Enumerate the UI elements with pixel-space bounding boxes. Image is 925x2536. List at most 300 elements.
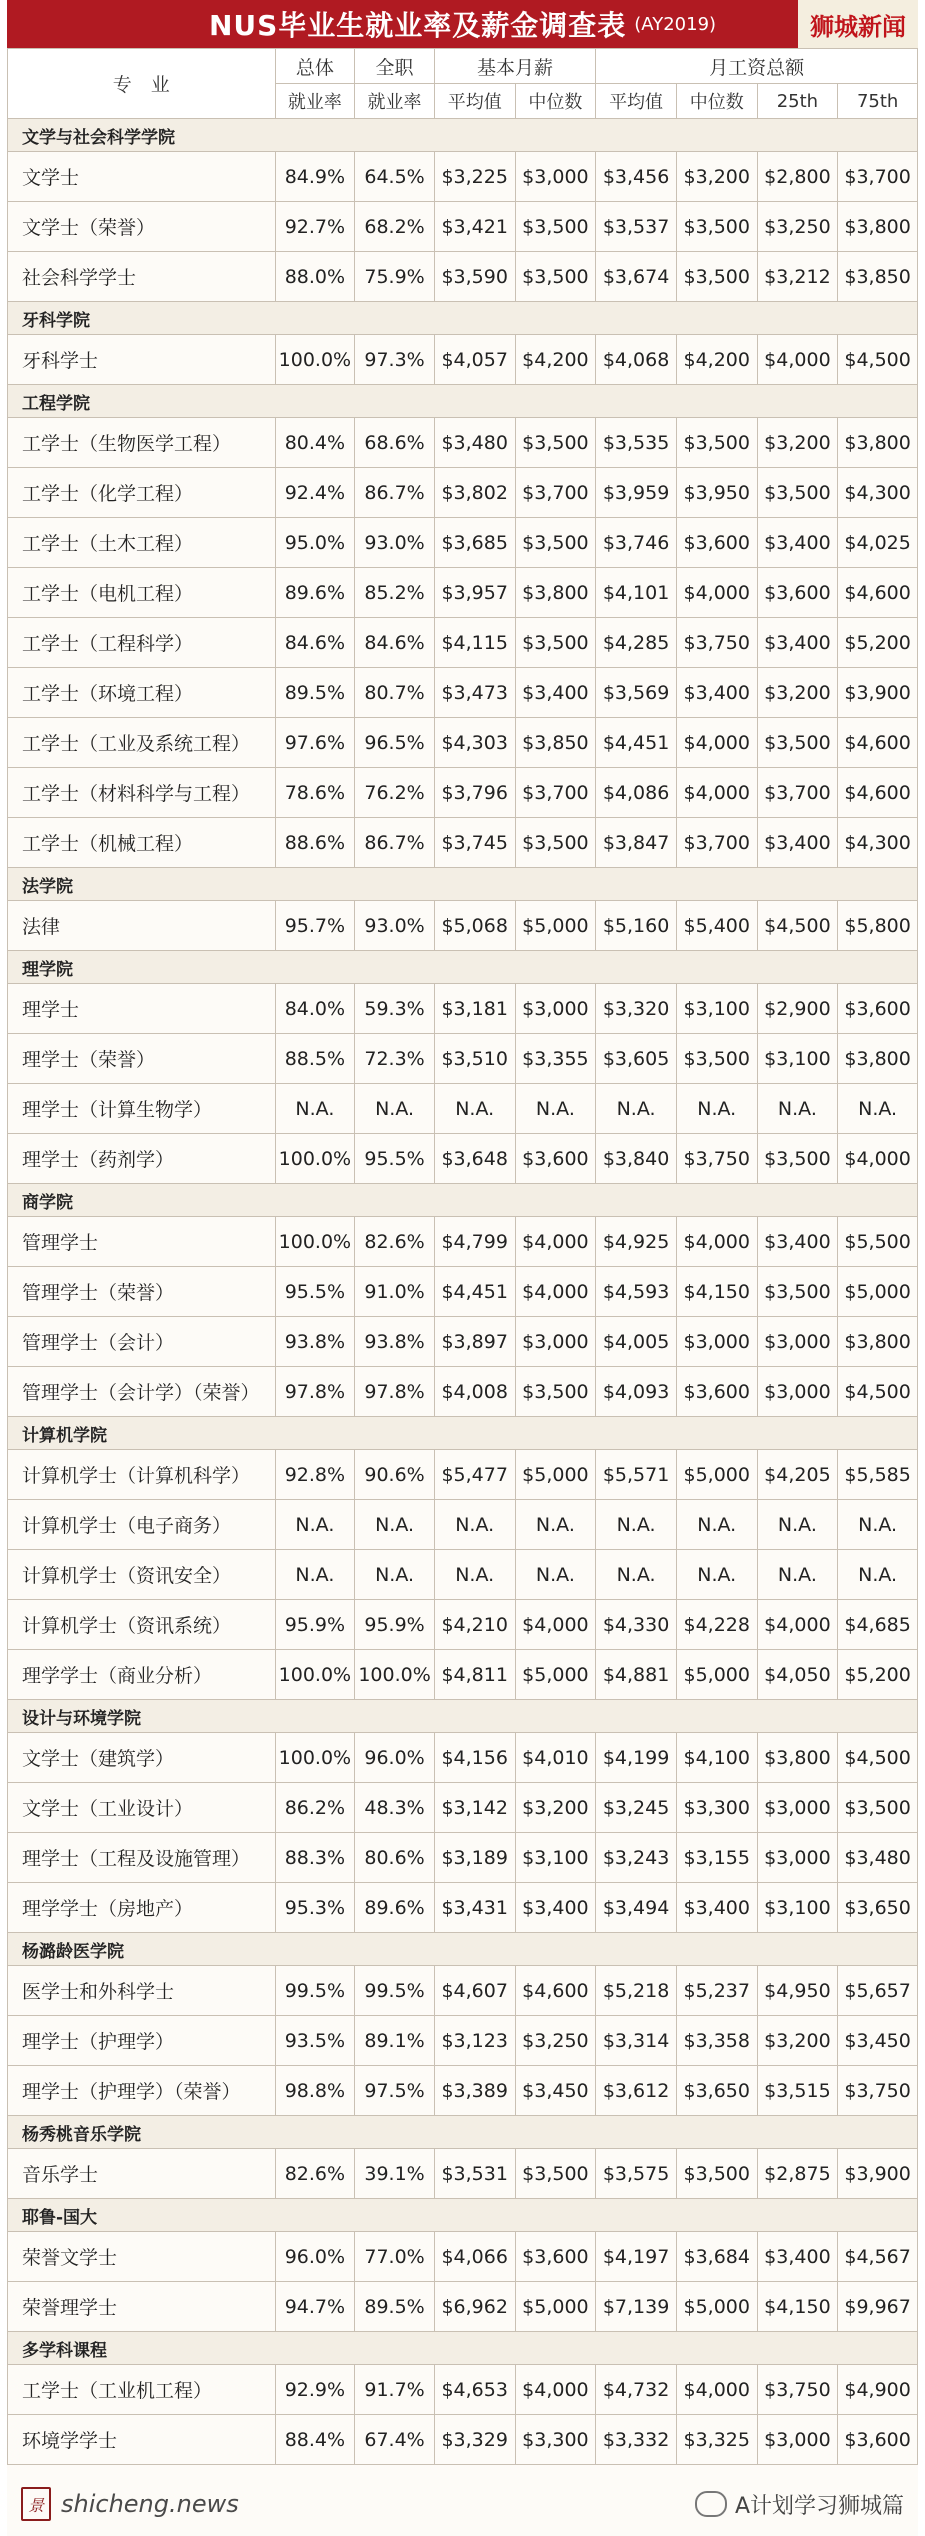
cell-basic-median: $4,000 [515,1217,596,1267]
cell-gross-p25: $3,500 [757,1134,838,1184]
section-row [8,302,918,335]
footer-site [21,2487,239,2521]
cell-basic-median: $3,850 [515,718,596,768]
cell-overall-rate: 94.7% [275,2282,355,2332]
cell-gross-median: $4,200 [676,335,757,385]
cell-gross-p25: $3,400 [757,518,838,568]
cell-major: 工学士（工业机工程） [8,2365,276,2415]
wechat-icon [695,2491,727,2517]
cell-basic-mean: $3,510 [434,1034,515,1084]
cell-gross-median: $3,650 [676,2066,757,2116]
cell-overall-rate: 95.0% [275,518,355,568]
section-title: 商学院 [8,1184,918,1217]
cell-gross-p75: $4,300 [838,818,918,868]
cell-gross-median: $3,400 [676,1883,757,1933]
table-row [8,1450,918,1500]
cell-gross-mean: $3,569 [596,668,677,718]
cell-gross-mean: N.A. [596,1500,677,1550]
cell-basic-median: $4,000 [515,2365,596,2415]
cell-basic-median: $5,000 [515,1450,596,1500]
cell-major: 理学学士（房地产） [8,1883,276,1933]
cell-major: 文学士 [8,152,276,202]
cell-basic-mean: $3,531 [434,2149,515,2199]
cell-gross-p75: $3,850 [838,252,918,302]
cell-fulltime-rate: 76.2% [355,768,435,818]
cell-major: 管理学士 [8,1217,276,1267]
cell-gross-mean: $5,571 [596,1450,677,1500]
cell-gross-p25: $3,000 [757,2415,838,2465]
cell-gross-p75: $3,600 [838,2415,918,2465]
cell-overall-rate: 88.5% [275,1034,355,1084]
cell-gross-mean: N.A. [596,1084,677,1134]
cell-gross-mean: $4,086 [596,768,677,818]
header-gross-mean: 平均值 [596,84,677,119]
table-row [8,818,918,868]
cell-gross-p25: $3,200 [757,668,838,718]
table-row [8,1134,918,1184]
section-title: 杨潞龄医学院 [8,1933,918,1966]
cell-gross-p75: $5,657 [838,1966,918,2016]
cell-gross-p75: N.A. [838,1084,918,1134]
cell-gross-mean: $5,160 [596,901,677,951]
cell-gross-median: $5,237 [676,1966,757,2016]
cell-basic-median: $3,700 [515,468,596,518]
table-row [8,984,918,1034]
cell-basic-median: $3,100 [515,1833,596,1883]
cell-basic-mean: $6,962 [434,2282,515,2332]
section-title: 计算机学院 [8,1417,918,1450]
cell-overall-rate: 89.5% [275,668,355,718]
cell-basic-median: N.A. [515,1550,596,1600]
cell-fulltime-rate: 48.3% [355,1783,435,1833]
cell-basic-mean: $4,811 [434,1650,515,1700]
table-row [8,1966,918,2016]
header-basic-mean: 平均值 [434,84,515,119]
cell-overall-rate: N.A. [275,1500,355,1550]
cell-major: 计算机学士（资讯安全） [8,1550,276,1600]
cell-basic-median: $3,250 [515,2016,596,2066]
cell-gross-p25: $3,000 [757,1783,838,1833]
cell-major: 工学士（化学工程） [8,468,276,518]
table-row [8,718,918,768]
cell-major: 医学士和外科学士 [8,1966,276,2016]
table-row [8,1034,918,1084]
cell-major: 工学士（机械工程） [8,818,276,868]
cell-gross-p25: $3,250 [757,202,838,252]
cell-major: 管理学士（会计学）（荣誉） [8,1367,276,1417]
title-bar [7,0,918,48]
table-row [8,2016,918,2066]
cell-overall-rate: 95.3% [275,1883,355,1933]
cell-gross-median: $3,600 [676,518,757,568]
cell-gross-median: $3,155 [676,1833,757,1883]
section-row [8,119,918,152]
section-row [8,2116,918,2149]
cell-basic-mean: $4,008 [434,1367,515,1417]
brand-label: 狮城新闻 [798,0,918,48]
cell-gross-p25: $4,000 [757,1600,838,1650]
cell-gross-median: $5,000 [676,1450,757,1500]
section-row [8,1184,918,1217]
header-fulltime-top: 全职 [355,49,435,84]
cell-gross-p75: $3,500 [838,1783,918,1833]
cell-basic-mean: $4,066 [434,2232,515,2282]
cell-basic-mean: $3,389 [434,2066,515,2116]
cell-gross-median: $4,228 [676,1600,757,1650]
cell-basic-median: $3,500 [515,518,596,568]
cell-major: 工学士（工业及系统工程） [8,718,276,768]
cell-gross-p25: $3,212 [757,252,838,302]
cell-gross-p75: $3,750 [838,2066,918,2116]
cell-gross-p25: $3,000 [757,1367,838,1417]
cell-gross-median: $5,400 [676,901,757,951]
cell-gross-p25: $3,400 [757,818,838,868]
cell-gross-p25: $3,515 [757,2066,838,2116]
header-row-1 [8,49,918,84]
cell-gross-p25: $3,100 [757,1883,838,1933]
cell-gross-median: $4,000 [676,768,757,818]
cell-major: 工学士（电机工程） [8,568,276,618]
cell-basic-mean: $3,796 [434,768,515,818]
section-title: 耶鲁-国大 [8,2199,918,2232]
cell-fulltime-rate: 93.0% [355,901,435,951]
cell-gross-p75: $3,600 [838,984,918,1034]
cell-basic-median: $3,500 [515,418,596,468]
cell-basic-median: $5,000 [515,2282,596,2332]
cell-gross-p75: $4,600 [838,568,918,618]
cell-fulltime-rate: 95.9% [355,1600,435,1650]
cell-basic-median: $4,000 [515,1267,596,1317]
cell-major: 牙科学士 [8,335,276,385]
cell-gross-mean: $5,218 [596,1966,677,2016]
cell-gross-p75: $3,700 [838,152,918,202]
cell-major: 理学士（护理学） [8,2016,276,2066]
cell-gross-mean: $4,451 [596,718,677,768]
cell-gross-p25: $4,150 [757,2282,838,2332]
cell-basic-median: $4,200 [515,335,596,385]
cell-basic-median: $3,000 [515,1317,596,1367]
cell-basic-mean: $3,189 [434,1833,515,1883]
cell-gross-p25: $3,600 [757,568,838,618]
cell-overall-rate: 97.6% [275,718,355,768]
cell-gross-median: $3,400 [676,668,757,718]
table-row [8,1500,918,1550]
cell-fulltime-rate: N.A. [355,1084,435,1134]
cell-fulltime-rate: 93.8% [355,1317,435,1367]
cell-overall-rate: 84.9% [275,152,355,202]
cell-overall-rate: 92.8% [275,1450,355,1500]
cell-gross-mean: $3,314 [596,2016,677,2066]
cell-major: 计算机学士（电子商务） [8,1500,276,1550]
cell-gross-p75: $4,000 [838,1134,918,1184]
cell-major: 管理学士（会计） [8,1317,276,1367]
cell-overall-rate: N.A. [275,1550,355,1600]
cell-basic-median: $3,600 [515,1134,596,1184]
section-row [8,1700,918,1733]
cell-gross-mean: $3,243 [596,1833,677,1883]
cell-gross-mean: $4,881 [596,1650,677,1700]
table-row [8,2415,918,2465]
table-row [8,1883,918,1933]
cell-gross-mean: $4,005 [596,1317,677,1367]
cell-basic-mean: $4,156 [434,1733,515,1783]
section-title: 文学与社会科学学院 [8,119,918,152]
cell-gross-p25: $3,500 [757,1267,838,1317]
table-body [8,119,918,2465]
cell-gross-p25: $3,200 [757,418,838,468]
cell-basic-median: $3,700 [515,768,596,818]
cell-fulltime-rate: 85.2% [355,568,435,618]
cell-fulltime-rate: 91.7% [355,2365,435,2415]
cell-gross-mean: $3,320 [596,984,677,1034]
cell-fulltime-rate: 95.5% [355,1134,435,1184]
cell-fulltime-rate: 97.8% [355,1367,435,1417]
cell-overall-rate: 88.3% [275,1833,355,1883]
cell-gross-median: $3,500 [676,418,757,468]
table-row [8,2149,918,2199]
cell-fulltime-rate: 68.2% [355,202,435,252]
section-title: 多学科课程 [8,2332,918,2365]
cell-overall-rate: 96.0% [275,2232,355,2282]
section-title: 法学院 [8,868,918,901]
cell-overall-rate: 80.4% [275,418,355,468]
cell-basic-mean: $4,210 [434,1600,515,1650]
page-subtitle: (AY2019) [634,13,717,35]
cell-basic-median: $3,200 [515,1783,596,1833]
cell-overall-rate: N.A. [275,1084,355,1134]
table-row [8,1367,918,1417]
cell-gross-p75: $4,300 [838,468,918,518]
cell-gross-p75: $4,500 [838,1367,918,1417]
cell-gross-p75: $4,600 [838,718,918,768]
cell-fulltime-rate: 90.6% [355,1450,435,1500]
cell-gross-median: N.A. [676,1500,757,1550]
cell-basic-median: $3,500 [515,2149,596,2199]
cell-major: 理学士（荣誉） [8,1034,276,1084]
cell-gross-p75: $4,500 [838,335,918,385]
cell-gross-median: $3,500 [676,1034,757,1084]
cell-basic-mean: N.A. [434,1500,515,1550]
cell-fulltime-rate: 96.5% [355,718,435,768]
cell-gross-p25: $3,700 [757,768,838,818]
cell-gross-p75: $3,800 [838,1034,918,1084]
cell-gross-p75: $4,025 [838,518,918,568]
section-title: 杨秀桃音乐学院 [8,2116,918,2149]
cell-fulltime-rate: 86.7% [355,818,435,868]
cell-gross-median: $4,000 [676,718,757,768]
cell-overall-rate: 98.8% [275,2066,355,2116]
cell-overall-rate: 84.0% [275,984,355,1034]
cell-gross-p25: $3,500 [757,468,838,518]
cell-basic-median: $5,000 [515,901,596,951]
cell-basic-mean: $4,799 [434,1217,515,1267]
section-row [8,2199,918,2232]
table-row [8,468,918,518]
header-overall-bottom: 就业率 [275,84,355,119]
cell-basic-median: $3,450 [515,2066,596,2116]
cell-basic-mean: $4,653 [434,2365,515,2415]
cell-gross-mean: $4,068 [596,335,677,385]
cell-gross-p75: N.A. [838,1500,918,1550]
cell-gross-median: $5,000 [676,1650,757,1700]
cell-basic-mean: $3,431 [434,1883,515,1933]
cell-fulltime-rate: 72.3% [355,1034,435,1084]
cell-gross-mean: $3,840 [596,1134,677,1184]
section-row [8,868,918,901]
cell-basic-median: $3,500 [515,252,596,302]
table-row [8,335,918,385]
cell-overall-rate: 100.0% [275,1134,355,1184]
cell-basic-mean: $3,590 [434,252,515,302]
cell-fulltime-rate: 39.1% [355,2149,435,2199]
cell-fulltime-rate: 99.5% [355,1966,435,2016]
cell-major: 计算机学士（资讯系统） [8,1600,276,1650]
cell-gross-p75: $5,500 [838,1217,918,1267]
cell-gross-p25: $4,050 [757,1650,838,1700]
cell-basic-median: $3,000 [515,152,596,202]
cell-major: 荣誉文学士 [8,2232,276,2282]
cell-fulltime-rate: N.A. [355,1500,435,1550]
section-row [8,951,918,984]
cell-gross-p75: $5,200 [838,618,918,668]
cell-basic-mean: $3,957 [434,568,515,618]
cell-gross-p25: $3,400 [757,618,838,668]
cell-fulltime-rate: 59.3% [355,984,435,1034]
cell-basic-median: N.A. [515,1500,596,1550]
cell-gross-p75: $3,650 [838,1883,918,1933]
cell-gross-mean: $4,593 [596,1267,677,1317]
cell-major: 音乐学士 [8,2149,276,2199]
cell-basic-median: N.A. [515,1084,596,1134]
table-row [8,2282,918,2332]
cell-gross-p75: $4,600 [838,768,918,818]
cell-basic-mean: $4,451 [434,1267,515,1317]
cell-fulltime-rate: 75.9% [355,252,435,302]
table-row [8,1217,918,1267]
table-row [8,1733,918,1783]
cell-gross-mean: $3,537 [596,202,677,252]
cell-major: 工学士（材料科学与工程） [8,768,276,818]
cell-gross-p25: $3,800 [757,1733,838,1783]
footer-wechat-label: A计划学习狮城篇 [734,2493,904,2519]
cell-overall-rate: 92.7% [275,202,355,252]
cell-major: 理学士（工程及设施管理） [8,1833,276,1883]
cell-major: 工学士（工程科学） [8,618,276,668]
cell-gross-p25: N.A. [757,1500,838,1550]
cell-gross-p75: $9,967 [838,2282,918,2332]
cell-gross-median: $3,700 [676,818,757,868]
header-overall-top: 总体 [275,49,355,84]
cell-gross-mean: $3,612 [596,2066,677,2116]
cell-basic-mean: N.A. [434,1550,515,1600]
cell-major: 环境学学士 [8,2415,276,2465]
section-row [8,385,918,418]
cell-basic-mean: $5,477 [434,1450,515,1500]
cell-gross-p75: $3,480 [838,1833,918,1883]
cell-gross-median: $3,500 [676,202,757,252]
section-row [8,1933,918,1966]
cell-gross-p25: $3,000 [757,1833,838,1883]
header-major: 专 业 [8,49,276,119]
cell-basic-median: $4,600 [515,1966,596,2016]
cell-gross-median: $5,000 [676,2282,757,2332]
cell-gross-median: $3,600 [676,1367,757,1417]
header-gross-salary: 月工资总额 [596,49,918,84]
section-row [8,1417,918,1450]
cell-overall-rate: 88.6% [275,818,355,868]
cell-fulltime-rate: 89.1% [355,2016,435,2066]
cell-major: 理学士（药剂学） [8,1134,276,1184]
cell-basic-mean: $3,142 [434,1783,515,1833]
cell-gross-p25: $2,875 [757,2149,838,2199]
cell-gross-median: $4,000 [676,568,757,618]
cell-gross-p25: $3,500 [757,718,838,768]
cell-gross-mean: $3,959 [596,468,677,518]
cell-gross-median: $3,750 [676,618,757,668]
table-row [8,1550,918,1600]
cell-gross-p25: $2,800 [757,152,838,202]
cell-gross-p75: $5,585 [838,1450,918,1500]
table-row [8,1783,918,1833]
cell-gross-median: $3,500 [676,2149,757,2199]
table-row [8,2365,918,2415]
cell-major: 理学士（计算生物学） [8,1084,276,1134]
cell-basic-median: $3,500 [515,618,596,668]
cell-gross-mean: $4,732 [596,2365,677,2415]
cell-overall-rate: 93.8% [275,1317,355,1367]
cell-overall-rate: 97.8% [275,1367,355,1417]
table-row [8,1650,918,1700]
cell-gross-mean: $3,575 [596,2149,677,2199]
table-row [8,252,918,302]
cell-gross-p75: $3,800 [838,202,918,252]
cell-basic-mean: $4,115 [434,618,515,668]
cell-gross-p75: N.A. [838,1550,918,1600]
table-row [8,202,918,252]
cell-overall-rate: 92.9% [275,2365,355,2415]
cell-gross-median: $3,750 [676,1134,757,1184]
cell-basic-median: $3,500 [515,202,596,252]
cell-gross-mean: $4,101 [596,568,677,618]
cell-overall-rate: 100.0% [275,1217,355,1267]
cell-gross-mean: $4,199 [596,1733,677,1783]
cell-basic-mean: $4,303 [434,718,515,768]
cell-gross-median: $3,950 [676,468,757,518]
cell-overall-rate: 78.6% [275,768,355,818]
table-row [8,1600,918,1650]
cell-fulltime-rate: N.A. [355,1550,435,1600]
cell-basic-median: $3,000 [515,984,596,1034]
cell-fulltime-rate: 97.3% [355,335,435,385]
section-title: 设计与环境学院 [8,1700,918,1733]
cell-basic-mean: $4,057 [434,335,515,385]
table-row [8,668,918,718]
cell-basic-mean: $3,648 [434,1134,515,1184]
cell-major: 法律 [8,901,276,951]
cell-gross-mean: $4,330 [596,1600,677,1650]
cell-gross-p25: $4,205 [757,1450,838,1500]
cell-basic-median: $4,000 [515,1600,596,1650]
cell-fulltime-rate: 82.6% [355,1217,435,1267]
cell-overall-rate: 100.0% [275,335,355,385]
cell-gross-p25: N.A. [757,1084,838,1134]
cell-gross-p25: $3,100 [757,1034,838,1084]
cell-major: 工学士（生物医学工程） [8,418,276,468]
cell-overall-rate: 95.9% [275,1600,355,1650]
section-title: 牙科学院 [8,302,918,335]
cell-overall-rate: 95.7% [275,901,355,951]
cell-overall-rate: 95.5% [275,1267,355,1317]
